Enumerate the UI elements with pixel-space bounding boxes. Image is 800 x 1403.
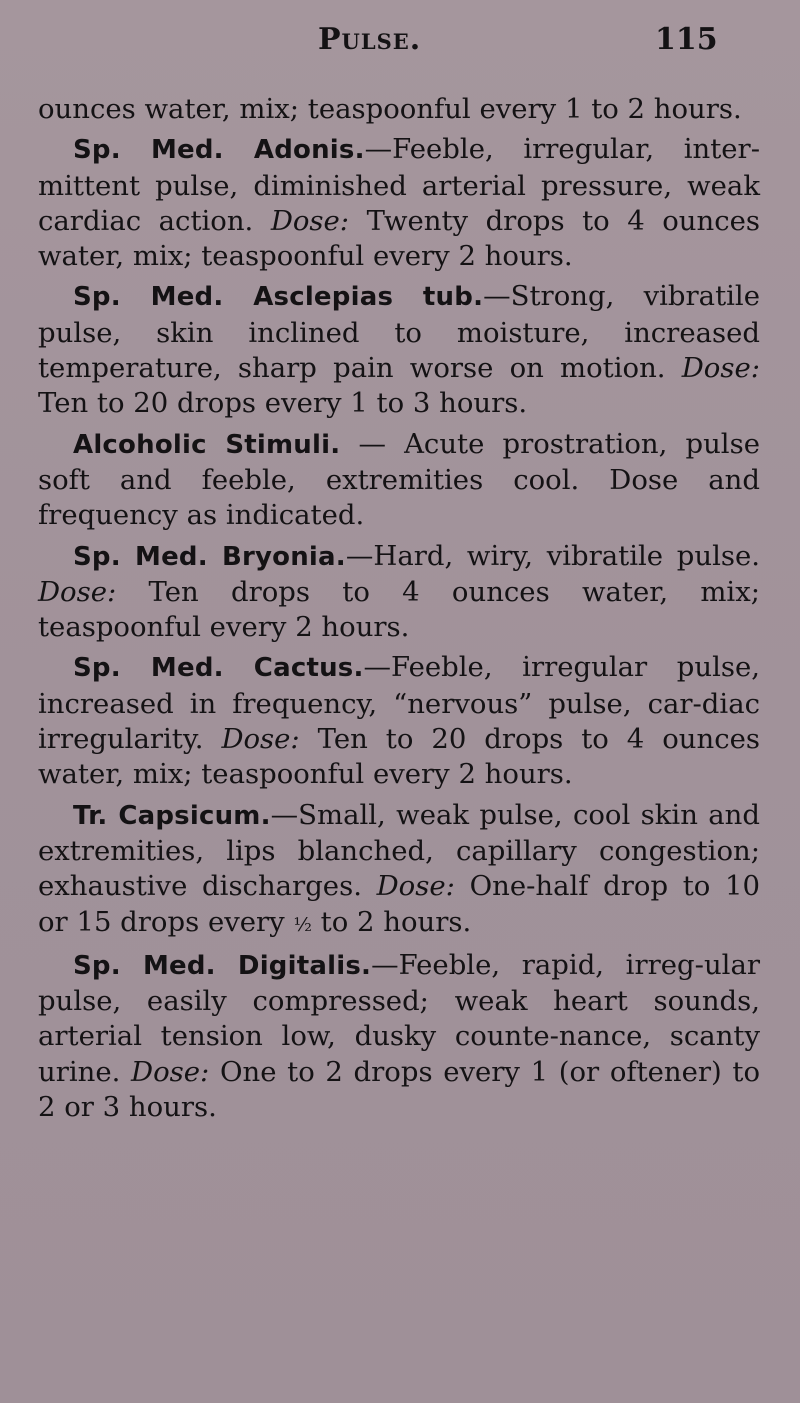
remedy-description: —Feeble, rapid, irreg-ular pulse, easily compressed; weak heart sounds, arterial tension low, dusky counte-nance, scanty urine.: [38, 948, 760, 1088]
dose-text: One-half drop to 10 or 15 drops every: [38, 870, 760, 938]
remedy-description: — Acute prostration, pulse soft and feeble, extremities cool. Dose and frequency as indicated.: [38, 427, 760, 532]
remedy-name: Sp. Med. Asclepias tub.: [73, 282, 484, 313]
remedy-description: —Feeble, irregular, inter-mittent pulse, diminished arterial pressure, weak cardiac action.: [38, 133, 760, 237]
remedy-description: —Small, weak pulse, cool skin and extremities, lips blanched, capillary congestion; exhaustive discharges.: [38, 798, 760, 903]
remedy-description: —Hard, wiry, vibratile pulse.: [345, 539, 760, 572]
remedy-entry-bryonia: [38, 539, 760, 646]
remedy-entry-cactus: [38, 650, 760, 792]
remedy-entry-digitalis: [38, 948, 760, 1125]
remedy-entry-alcoholic-stimuli: [38, 427, 760, 534]
dose-fraction: ½: [293, 913, 312, 936]
page-header: [0, 22, 800, 62]
remedy-entry-asclepias: [38, 279, 760, 421]
remedy-name: Sp. Med. Bryonia.: [73, 541, 346, 572]
remedy-name: Alcoholic Stimuli.: [73, 429, 341, 460]
dose-label: Dose:: [131, 1055, 210, 1088]
dose-text: Ten to 20 drops every 1 to 3 hours.: [38, 387, 528, 420]
dose-label: Dose:: [681, 352, 760, 385]
dose-text: Ten to 20 drops to 4 ounces water, mix; teaspoonful every 2 hours.: [38, 723, 760, 791]
continued-paragraph: [38, 92, 760, 127]
dose-text: to 2 hours.: [320, 905, 472, 938]
dose-text: Twenty drops to 4 ounces water, mix; teaspoonful every 2 hours.: [38, 204, 760, 273]
dose-label: Dose:: [270, 204, 350, 237]
body-text: [38, 92, 760, 1130]
remedy-name: Sp. Med. Adonis.: [73, 135, 365, 166]
remedy-name: Tr. Capsicum.: [73, 800, 271, 831]
remedy-entry-adonis: [38, 132, 760, 274]
remedy-name: Sp. Med. Cactus.: [73, 653, 364, 684]
remedy-name: Sp. Med. Digitalis.: [73, 950, 372, 981]
dose-text: Ten drops to 4 ounces water, mix; teaspoonful every 2 hours.: [38, 575, 761, 644]
remedy-description: —Feeble, irregular pulse, increased in frequency, “nervous” pulse, car-diac irregularity.: [38, 651, 760, 756]
remedy-description: —Strong, vibratile pulse, skin inclined to moisture, increased temperature, sharp pain worse on motion.: [38, 280, 760, 385]
paragraph-text: ounces water, mix; teaspoonful every 1 to 2 hours.: [38, 93, 742, 125]
running-head: Pulse.: [318, 22, 422, 57]
dose-label: Dose:: [38, 575, 117, 608]
dose-label: Dose:: [221, 723, 300, 756]
dose-label: Dose:: [376, 870, 455, 903]
dose-text: One to 2 drops every 1 (or oftener) to 2 or 3 hours.: [38, 1055, 761, 1124]
remedy-entry-capsicum: [38, 798, 760, 943]
page-number: 115: [655, 22, 718, 57]
